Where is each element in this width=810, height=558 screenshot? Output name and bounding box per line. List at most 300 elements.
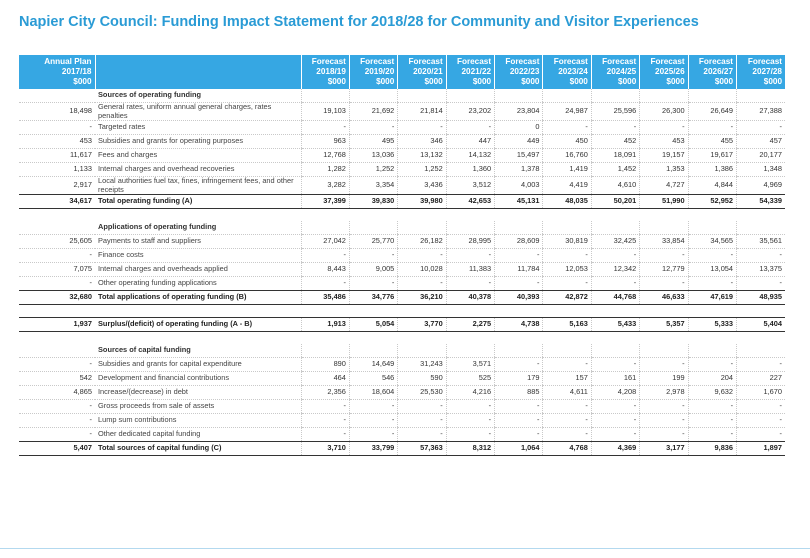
forecast-value: 39,830 — [349, 195, 397, 209]
empty-cell — [301, 89, 349, 103]
forecast-value: 464 — [301, 372, 349, 386]
forecast-value: 4,610 — [591, 177, 639, 195]
empty-cell — [640, 221, 688, 235]
empty-cell — [640, 89, 688, 103]
forecast-value: - — [591, 249, 639, 263]
forecast-value: - — [688, 249, 736, 263]
empty-cell — [349, 221, 397, 235]
forecast-value: - — [495, 358, 543, 372]
row-label: Targeted rates — [95, 121, 301, 135]
empty-cell — [688, 89, 736, 103]
annual-plan-value: 32,680 — [19, 291, 95, 305]
forecast-value: 1,419 — [543, 163, 591, 177]
table-row — [19, 249, 785, 263]
forecast-value: - — [688, 400, 736, 414]
forecast-value: 885 — [495, 386, 543, 400]
forecast-value: 4,369 — [591, 442, 639, 456]
empty-cell — [543, 89, 591, 103]
forecast-value: - — [446, 121, 494, 135]
section-heading: Sources of operating funding — [95, 89, 301, 103]
forecast-value: - — [398, 400, 446, 414]
forecast-value: 44,768 — [591, 291, 639, 305]
forecast-value: 25,530 — [398, 386, 446, 400]
forecast-value: 50,201 — [591, 195, 639, 209]
table-row — [19, 121, 785, 135]
forecast-value: 25,770 — [349, 235, 397, 249]
forecast-value: 2,978 — [640, 386, 688, 400]
total-row — [19, 291, 785, 305]
forecast-value: 495 — [349, 135, 397, 149]
row-label: Other operating funding applications — [95, 277, 301, 291]
forecast-value: - — [495, 428, 543, 442]
forecast-value: - — [495, 414, 543, 428]
forecast-value: 4,768 — [543, 442, 591, 456]
annual-plan-value: - — [19, 358, 95, 372]
empty-cell — [591, 344, 639, 358]
table-row — [19, 135, 785, 149]
forecast-header: Forecast 2019/20 $000 — [349, 55, 397, 89]
annual-plan-cell — [19, 221, 95, 235]
forecast-value: - — [398, 249, 446, 263]
forecast-value: 1,452 — [591, 163, 639, 177]
annual-plan-value: - — [19, 400, 95, 414]
forecast-value: 36,210 — [398, 291, 446, 305]
forecast-value: - — [737, 414, 785, 428]
empty-cell — [495, 221, 543, 235]
forecast-header: Forecast 2025/26 $000 — [640, 55, 688, 89]
forecast-value: 4,419 — [543, 177, 591, 195]
forecast-value: 32,425 — [591, 235, 639, 249]
forecast-value: 26,649 — [688, 103, 736, 121]
table-row — [19, 263, 785, 277]
forecast-value: 2,356 — [301, 386, 349, 400]
forecast-value: 27,042 — [301, 235, 349, 249]
forecast-value: 3,710 — [301, 442, 349, 456]
forecast-value: 9,836 — [688, 442, 736, 456]
forecast-value: 4,003 — [495, 177, 543, 195]
forecast-value: - — [640, 358, 688, 372]
forecast-header: Forecast 2026/27 $000 — [688, 55, 736, 89]
empty-cell — [349, 344, 397, 358]
forecast-value: 5,333 — [688, 318, 736, 332]
forecast-value: 3,177 — [640, 442, 688, 456]
forecast-value: 1,670 — [737, 386, 785, 400]
forecast-value: 34,776 — [349, 291, 397, 305]
forecast-value: 48,035 — [543, 195, 591, 209]
forecast-value: 13,132 — [398, 149, 446, 163]
empty-cell — [640, 344, 688, 358]
row-label: Finance costs — [95, 249, 301, 263]
forecast-value: 453 — [640, 135, 688, 149]
table-body — [19, 89, 785, 456]
forecast-value: 40,378 — [446, 291, 494, 305]
forecast-value: - — [591, 121, 639, 135]
forecast-value: - — [398, 428, 446, 442]
total-row — [19, 195, 785, 209]
spacer-row — [19, 305, 785, 318]
forecast-value: - — [591, 358, 639, 372]
table-header-row — [19, 55, 785, 89]
forecast-value: 23,202 — [446, 103, 494, 121]
forecast-value: 20,177 — [737, 149, 785, 163]
forecast-value: 346 — [398, 135, 446, 149]
forecast-value: 890 — [301, 358, 349, 372]
forecast-value: 5,433 — [591, 318, 639, 332]
forecast-value: - — [446, 400, 494, 414]
forecast-value: 3,354 — [349, 177, 397, 195]
annual-plan-value: - — [19, 249, 95, 263]
table-row — [19, 400, 785, 414]
forecast-value: 452 — [591, 135, 639, 149]
forecast-value: - — [737, 277, 785, 291]
row-label: Payments to staff and suppliers — [95, 235, 301, 249]
forecast-value: - — [688, 121, 736, 135]
annual-plan-value: - — [19, 277, 95, 291]
forecast-value: 48,935 — [737, 291, 785, 305]
forecast-value: - — [591, 277, 639, 291]
forecast-value: 12,053 — [543, 263, 591, 277]
section-heading-row — [19, 344, 785, 358]
forecast-value: 1,386 — [688, 163, 736, 177]
total-row — [19, 442, 785, 456]
table-row — [19, 277, 785, 291]
spacer-row — [19, 332, 785, 345]
forecast-value: 19,157 — [640, 149, 688, 163]
forecast-value: 3,571 — [446, 358, 494, 372]
forecast-header: Forecast 2022/23 $000 — [495, 55, 543, 89]
forecast-value: 12,342 — [591, 263, 639, 277]
forecast-value: - — [301, 249, 349, 263]
forecast-value: - — [349, 414, 397, 428]
forecast-value: 34,565 — [688, 235, 736, 249]
spacer-cell — [19, 305, 785, 318]
forecast-value: 25,596 — [591, 103, 639, 121]
table-row — [19, 372, 785, 386]
forecast-value: 3,436 — [398, 177, 446, 195]
empty-cell — [495, 89, 543, 103]
forecast-value: 33,854 — [640, 235, 688, 249]
forecast-value: 204 — [688, 372, 736, 386]
row-label: Development and financial contributions — [95, 372, 301, 386]
forecast-value: 31,243 — [398, 358, 446, 372]
forecast-value: - — [398, 121, 446, 135]
row-label: Total sources of capital funding (C) — [95, 442, 301, 456]
forecast-value: - — [495, 400, 543, 414]
forecast-value: 179 — [495, 372, 543, 386]
empty-cell — [301, 344, 349, 358]
empty-cell — [688, 344, 736, 358]
forecast-value: - — [591, 414, 639, 428]
forecast-value: 1,360 — [446, 163, 494, 177]
table-row — [19, 358, 785, 372]
annual-plan-value: 453 — [19, 135, 95, 149]
forecast-header: Forecast 2024/25 $000 — [591, 55, 639, 89]
forecast-value: 1,282 — [301, 163, 349, 177]
forecast-value: 8,312 — [446, 442, 494, 456]
forecast-value: - — [543, 121, 591, 135]
forecast-value: - — [349, 277, 397, 291]
row-label: Total operating funding (A) — [95, 195, 301, 209]
empty-cell — [349, 89, 397, 103]
forecast-value: 28,995 — [446, 235, 494, 249]
table-row — [19, 163, 785, 177]
table-row — [19, 149, 785, 163]
forecast-value: 5,357 — [640, 318, 688, 332]
empty-cell — [737, 221, 785, 235]
forecast-value: 3,770 — [398, 318, 446, 332]
spacer-cell — [19, 209, 785, 222]
forecast-value: - — [446, 277, 494, 291]
forecast-value: - — [737, 358, 785, 372]
forecast-value: - — [349, 400, 397, 414]
forecast-value: 35,486 — [301, 291, 349, 305]
forecast-value: 3,512 — [446, 177, 494, 195]
forecast-value: 525 — [446, 372, 494, 386]
forecast-value: 11,784 — [495, 263, 543, 277]
table-row — [19, 235, 785, 249]
forecast-value: 5,163 — [543, 318, 591, 332]
section-heading-row — [19, 89, 785, 103]
empty-cell — [495, 344, 543, 358]
row-label: Surplus/(deficit) of operating funding (A - B) — [95, 318, 301, 332]
forecast-value: - — [591, 400, 639, 414]
forecast-value: 2,275 — [446, 318, 494, 332]
forecast-value: - — [640, 277, 688, 291]
row-label: Gross proceeds from sale of assets — [95, 400, 301, 414]
forecast-value: 590 — [398, 372, 446, 386]
forecast-value: 13,375 — [737, 263, 785, 277]
forecast-value: - — [640, 414, 688, 428]
annual-plan-value: 11,617 — [19, 149, 95, 163]
forecast-value: 9,005 — [349, 263, 397, 277]
annual-plan-value: 7,075 — [19, 263, 95, 277]
row-label: Lump sum contributions — [95, 414, 301, 428]
forecast-value: 14,649 — [349, 358, 397, 372]
forecast-value: - — [301, 121, 349, 135]
forecast-value: 3,282 — [301, 177, 349, 195]
forecast-value: 42,653 — [446, 195, 494, 209]
forecast-value: - — [640, 249, 688, 263]
annual-plan-value: 18,498 — [19, 103, 95, 121]
forecast-value: 0 — [495, 121, 543, 135]
forecast-header: Forecast 2021/22 $000 — [446, 55, 494, 89]
forecast-value: 1,252 — [349, 163, 397, 177]
annual-plan-value: - — [19, 414, 95, 428]
forecast-value: 27,388 — [737, 103, 785, 121]
forecast-value: 4,611 — [543, 386, 591, 400]
footer-divider — [0, 548, 810, 549]
row-label: Fees and charges — [95, 149, 301, 163]
empty-cell — [543, 221, 591, 235]
forecast-value: 23,804 — [495, 103, 543, 121]
forecast-value: 5,404 — [737, 318, 785, 332]
forecast-value: 4,208 — [591, 386, 639, 400]
forecast-value: 1,064 — [495, 442, 543, 456]
section-heading-row — [19, 221, 785, 235]
empty-cell — [591, 221, 639, 235]
forecast-value: 5,054 — [349, 318, 397, 332]
forecast-value: 28,609 — [495, 235, 543, 249]
forecast-value: 199 — [640, 372, 688, 386]
row-label: Increase/(decrease) in debt — [95, 386, 301, 400]
forecast-value: - — [543, 400, 591, 414]
forecast-value: 227 — [737, 372, 785, 386]
annual-plan-value: 34,617 — [19, 195, 95, 209]
forecast-value: - — [543, 249, 591, 263]
forecast-header: Forecast 2023/24 $000 — [543, 55, 591, 89]
forecast-value: - — [640, 121, 688, 135]
forecast-value: 37,399 — [301, 195, 349, 209]
forecast-value: - — [688, 358, 736, 372]
empty-cell — [737, 89, 785, 103]
annual-plan-value: - — [19, 121, 95, 135]
forecast-value: 10,028 — [398, 263, 446, 277]
empty-cell — [398, 221, 446, 235]
annual-plan-value: 25,605 — [19, 235, 95, 249]
forecast-value: - — [495, 249, 543, 263]
forecast-value: 1,348 — [737, 163, 785, 177]
forecast-value: - — [301, 277, 349, 291]
total-row — [19, 318, 785, 332]
forecast-value: 450 — [543, 135, 591, 149]
forecast-value: 447 — [446, 135, 494, 149]
forecast-value: 30,819 — [543, 235, 591, 249]
forecast-value: - — [349, 428, 397, 442]
forecast-value: 13,054 — [688, 263, 736, 277]
annual-plan-value: 4,865 — [19, 386, 95, 400]
forecast-value: 52,952 — [688, 195, 736, 209]
forecast-value: 157 — [543, 372, 591, 386]
forecast-value: 57,363 — [398, 442, 446, 456]
forecast-value: 51,990 — [640, 195, 688, 209]
forecast-value: - — [737, 428, 785, 442]
empty-cell — [737, 344, 785, 358]
forecast-value: 26,300 — [640, 103, 688, 121]
forecast-value: 8,443 — [301, 263, 349, 277]
forecast-header: Forecast 2018/19 $000 — [301, 55, 349, 89]
forecast-value: - — [591, 428, 639, 442]
empty-cell — [398, 89, 446, 103]
forecast-value: 24,987 — [543, 103, 591, 121]
forecast-value: 455 — [688, 135, 736, 149]
section-heading: Sources of capital funding — [95, 344, 301, 358]
empty-cell — [301, 221, 349, 235]
forecast-value: - — [349, 249, 397, 263]
forecast-value: 4,844 — [688, 177, 736, 195]
forecast-value: 40,393 — [495, 291, 543, 305]
forecast-value: 18,604 — [349, 386, 397, 400]
forecast-value: 16,760 — [543, 149, 591, 163]
forecast-value: 1,897 — [737, 442, 785, 456]
forecast-value: 1,353 — [640, 163, 688, 177]
forecast-value: 19,617 — [688, 149, 736, 163]
spacer-row — [19, 209, 785, 222]
forecast-value: 4,727 — [640, 177, 688, 195]
forecast-value: - — [688, 277, 736, 291]
forecast-value: 12,768 — [301, 149, 349, 163]
forecast-value: 47,619 — [688, 291, 736, 305]
forecast-value: - — [495, 277, 543, 291]
forecast-value: - — [398, 277, 446, 291]
row-label: Total applications of operating funding (B) — [95, 291, 301, 305]
table-row — [19, 428, 785, 442]
forecast-value: 449 — [495, 135, 543, 149]
forecast-value: 42,872 — [543, 291, 591, 305]
forecast-value: 39,980 — [398, 195, 446, 209]
forecast-value: - — [301, 414, 349, 428]
forecast-value: 14,132 — [446, 149, 494, 163]
forecast-header: Forecast 2020/21 $000 — [398, 55, 446, 89]
row-label: Local authorities fuel tax, fines, infringement fees, and other receipts — [95, 177, 301, 195]
empty-cell — [591, 89, 639, 103]
forecast-value: 1,378 — [495, 163, 543, 177]
forecast-value: 4,738 — [495, 318, 543, 332]
forecast-value: 21,692 — [349, 103, 397, 121]
forecast-value: - — [543, 428, 591, 442]
table-row — [19, 103, 785, 121]
forecast-value: 4,216 — [446, 386, 494, 400]
annual-plan-cell — [19, 89, 95, 103]
forecast-value: 457 — [737, 135, 785, 149]
forecast-value: - — [543, 358, 591, 372]
annual-plan-value: 542 — [19, 372, 95, 386]
empty-cell — [446, 221, 494, 235]
funding-impact-table — [19, 55, 785, 456]
annual-plan-value: 1,937 — [19, 318, 95, 332]
forecast-value: - — [446, 249, 494, 263]
table-row — [19, 386, 785, 400]
forecast-value: 9,632 — [688, 386, 736, 400]
forecast-value: - — [640, 428, 688, 442]
forecast-value: - — [688, 428, 736, 442]
forecast-value: 1,913 — [301, 318, 349, 332]
forecast-header: Forecast 2027/28 $000 — [737, 55, 785, 89]
forecast-value: 11,383 — [446, 263, 494, 277]
forecast-value: - — [543, 414, 591, 428]
row-label: Internal charges and overhead recoveries — [95, 163, 301, 177]
forecast-value: - — [737, 400, 785, 414]
empty-cell — [543, 344, 591, 358]
forecast-value: 18,091 — [591, 149, 639, 163]
empty-cell — [688, 221, 736, 235]
empty-cell — [446, 344, 494, 358]
forecast-value: 546 — [349, 372, 397, 386]
table-row — [19, 414, 785, 428]
forecast-value: 15,497 — [495, 149, 543, 163]
forecast-value: 13,036 — [349, 149, 397, 163]
annual-plan-value: 5,407 — [19, 442, 95, 456]
row-label: Subsidies and grants for operating purposes — [95, 135, 301, 149]
table-row — [19, 177, 785, 195]
forecast-value: 12,779 — [640, 263, 688, 277]
forecast-value: - — [446, 414, 494, 428]
forecast-value: - — [543, 277, 591, 291]
annual-plan-cell — [19, 344, 95, 358]
forecast-value: - — [737, 121, 785, 135]
forecast-value: - — [737, 249, 785, 263]
row-label: Internal charges and overheads applied — [95, 263, 301, 277]
forecast-value: 54,339 — [737, 195, 785, 209]
forecast-value: 1,252 — [398, 163, 446, 177]
forecast-value: - — [398, 414, 446, 428]
forecast-value: - — [640, 400, 688, 414]
forecast-value: 19,103 — [301, 103, 349, 121]
forecast-value: - — [688, 414, 736, 428]
forecast-value: - — [349, 121, 397, 135]
forecast-value: - — [446, 428, 494, 442]
empty-cell — [446, 89, 494, 103]
section-heading: Applications of operating funding — [95, 221, 301, 235]
